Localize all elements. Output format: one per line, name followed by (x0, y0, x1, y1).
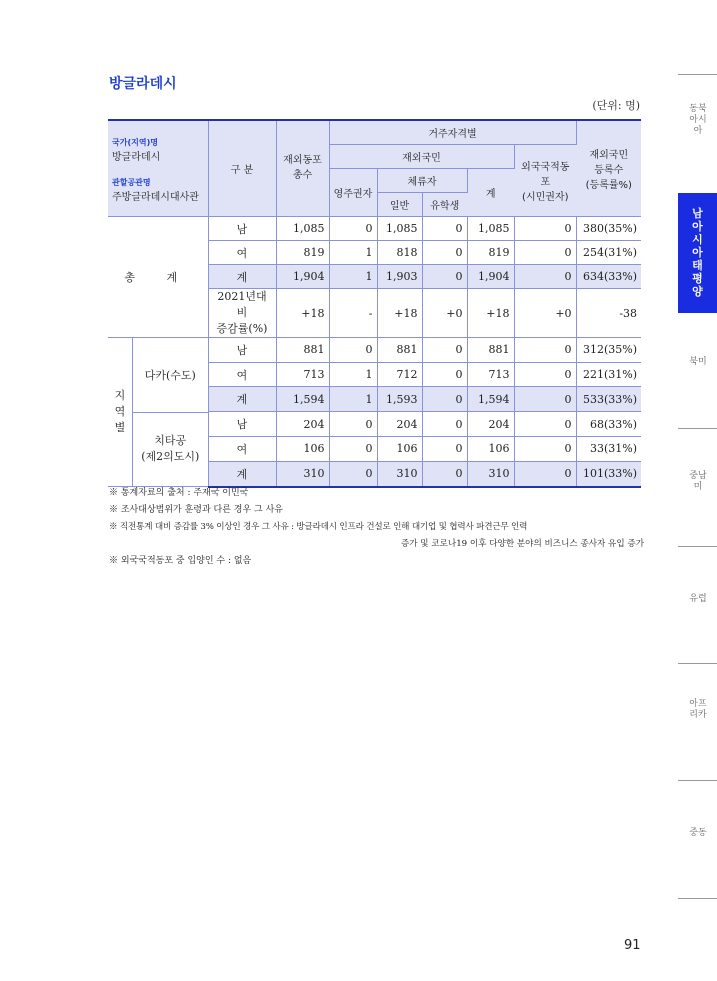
region-group-label: 지역별 (114, 389, 126, 434)
table-cell: 204 (467, 412, 514, 437)
gender-label: 남 (208, 412, 276, 437)
table-cell: 204 (276, 412, 329, 437)
table-row (108, 217, 641, 241)
table-cell: 106 (276, 436, 329, 461)
total-group-label: 총 계 (108, 217, 208, 338)
side-tab-north-america[interactable]: 북미 (689, 357, 707, 367)
table-cell: 634(33%) (576, 265, 641, 289)
table-cell: 0 (422, 387, 467, 412)
table-cell: 1,085 (377, 217, 422, 241)
table-cell: 68(33%) (576, 412, 641, 437)
unit-label: (단위: 명) (592, 99, 640, 112)
table-cell: 0 (329, 338, 377, 363)
table-cell: +0 (514, 289, 576, 338)
table-cell: 0 (514, 338, 576, 363)
side-tab-middle-east[interactable]: 중동 (689, 828, 707, 838)
table-cell: 1,594 (467, 387, 514, 412)
table-cell: 0 (514, 265, 576, 289)
footnote-source: ※ 통계자료의 출처 : 주재국 이민국 (109, 488, 249, 498)
table-cell: 819 (467, 241, 514, 265)
table-cell: 712 (377, 362, 422, 387)
page-number: 91 (624, 938, 641, 953)
table-cell: +0 (422, 289, 467, 338)
sojourner-header: 체류자 (377, 169, 467, 193)
footnote-change-reason-cont: 증가 및 코로나19 이후 다양한 분야의 비즈니스 종사자 유입 증가 (400, 539, 644, 549)
residence-header: 거주자격별 (329, 120, 576, 145)
table-cell: 0 (422, 412, 467, 437)
table-cell: 1 (329, 265, 377, 289)
page-title: 방글라데시 (109, 76, 177, 92)
table-cell: 0 (422, 436, 467, 461)
table-cell: 1,904 (276, 265, 329, 289)
table-cell: 1 (329, 362, 377, 387)
table-cell: 0 (514, 217, 576, 241)
table-cell: 0 (514, 412, 576, 437)
office-label: 관할공관명 (112, 177, 151, 187)
table-cell: 106 (377, 436, 422, 461)
table-cell: 881 (377, 338, 422, 363)
table-cell: 819 (276, 241, 329, 265)
gender-label: 남 (208, 338, 276, 363)
table-cell: 0 (514, 241, 576, 265)
table-cell: -38 (576, 289, 641, 338)
table-cell: +18 (276, 289, 329, 338)
region-group-cell (108, 338, 208, 487)
gender-label: 남 (208, 217, 276, 241)
table-cell: 1,594 (276, 387, 329, 412)
table-cell: 101(33%) (576, 461, 641, 486)
permanent-header: 영주권자 (329, 169, 377, 217)
table-cell: 0 (422, 461, 467, 486)
table-cell: 0 (422, 338, 467, 363)
change-label: 2021년대비 증감률(%) (208, 289, 276, 338)
footnote-scope: ※ 조사대상범위가 훈령과 다른 경우 그 사유 (109, 505, 283, 515)
table-cell: 380(35%) (576, 217, 641, 241)
footnotes (109, 485, 644, 570)
footnote-change-reason: ※ 직전통계 대비 증감률 3% 이상인 경우 그 사유 : 방글라데시 인프라 건설로 인해 대기업 및 협력사 파견근무 인력 (109, 522, 528, 532)
side-tab-label: 남아시아태평양 (692, 207, 703, 298)
table-cell: 1 (329, 387, 377, 412)
gubun-header: 구 분 (208, 120, 276, 217)
general-header: 일반 (377, 193, 422, 217)
table-cell: 1,085 (467, 217, 514, 241)
chittagong-label: 치타공 (제2의도시) (141, 434, 200, 464)
table-cell: 533(33%) (576, 387, 641, 412)
table-cell: 310 (467, 461, 514, 486)
subtotal-header: 계 (467, 169, 514, 217)
side-tab-northeast-asia[interactable]: 동북아시아 (689, 104, 707, 136)
table-cell: 0 (329, 217, 377, 241)
footnote-adoptees: ※ 외국국적동포 중 입양인 수 : 없음 (109, 556, 252, 566)
gender-label: 여 (208, 436, 276, 461)
table-cell: 0 (514, 362, 576, 387)
country-meta-cell (108, 120, 208, 217)
table-cell: 1,085 (276, 217, 329, 241)
side-tab-latin-america[interactable]: 중남미 (689, 471, 707, 492)
table-cell: 310 (276, 461, 329, 486)
overseas-nationals-header: 재외국민 (329, 145, 514, 169)
table-cell: 0 (514, 461, 576, 486)
table-cell: 0 (329, 461, 377, 486)
table-cell: 310 (377, 461, 422, 486)
table-cell: +18 (377, 289, 422, 338)
table-cell: 254(31%) (576, 241, 641, 265)
gender-label: 계 (208, 265, 276, 289)
table-cell: 881 (276, 338, 329, 363)
table-cell: 312(35%) (576, 338, 641, 363)
table-cell: 221(31%) (576, 362, 641, 387)
table-cell: 0 (329, 436, 377, 461)
student-header: 유학생 (422, 193, 467, 217)
table-cell: 0 (514, 436, 576, 461)
side-tab-europe[interactable]: 유럽 (689, 594, 707, 604)
table-cell: 33(31%) (576, 436, 641, 461)
total-overseas-header: 재외동포 총수 (276, 120, 329, 217)
table-cell: 106 (467, 436, 514, 461)
gender-label: 계 (208, 387, 276, 412)
office-value: 주방글라데시대사관 (112, 191, 199, 203)
table-cell: 0 (422, 217, 467, 241)
table-cell: - (329, 289, 377, 338)
country-label: 국가(지역)명 (112, 137, 158, 147)
table-cell: 0 (422, 241, 467, 265)
table-cell: 204 (377, 412, 422, 437)
table-cell: 713 (276, 362, 329, 387)
gender-label: 여 (208, 362, 276, 387)
table-cell: 713 (467, 362, 514, 387)
table-cell: 1 (329, 241, 377, 265)
gender-label: 여 (208, 241, 276, 265)
table-cell: 818 (377, 241, 422, 265)
table-cell: 0 (514, 387, 576, 412)
table-cell: 0 (329, 412, 377, 437)
gender-label: 계 (208, 461, 276, 486)
table-cell: 881 (467, 338, 514, 363)
side-tab-africa[interactable]: 아프리카 (689, 699, 707, 720)
table-cell: 1,593 (377, 387, 422, 412)
table-cell: +18 (467, 289, 514, 338)
table-cell: 0 (422, 362, 467, 387)
foreign-citizens-header: 외국국적동포 (시민권자) (514, 145, 576, 217)
dhaka-label: 다카(수도) (133, 338, 208, 413)
table-cell: 1,904 (467, 265, 514, 289)
table-row (108, 338, 641, 363)
table-cell: 1,903 (377, 265, 422, 289)
country-value: 방글라데시 (112, 151, 161, 163)
table-cell: 0 (422, 265, 467, 289)
registered-header: 재외국민 등록수 (등록률%) (576, 120, 641, 217)
side-tab-south-asia-pacific[interactable] (678, 193, 717, 313)
statistics-table (108, 119, 641, 488)
